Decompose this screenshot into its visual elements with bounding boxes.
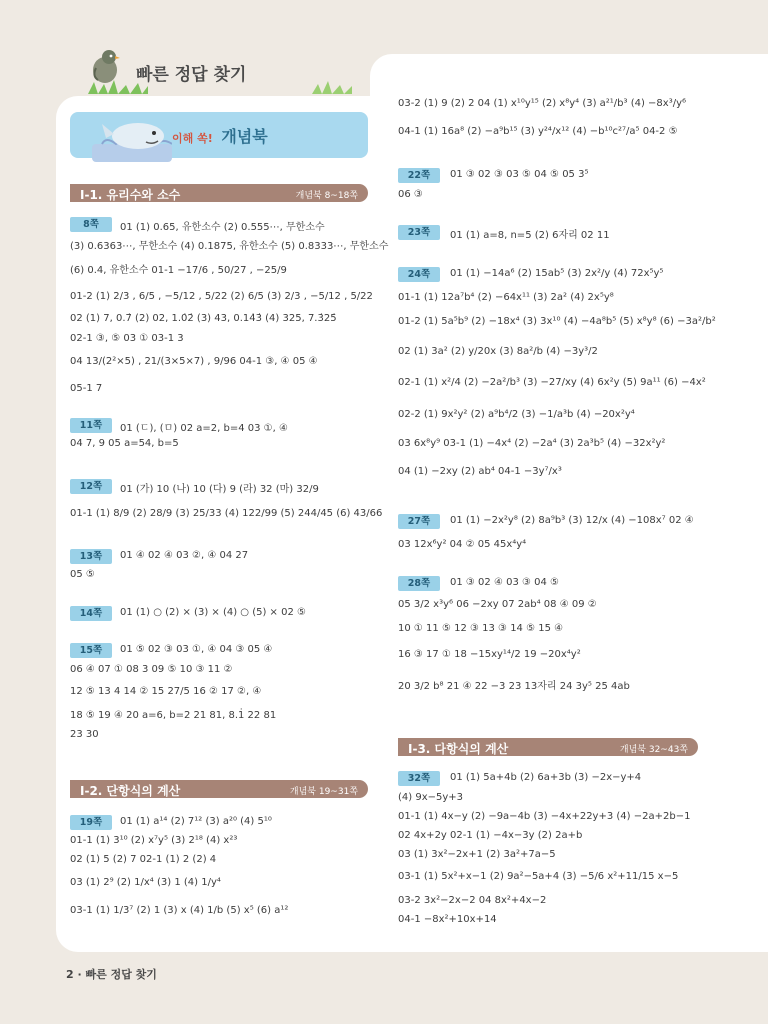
page-tag: 24쪽 bbox=[398, 267, 440, 282]
grass-icon bbox=[312, 80, 352, 94]
answer-line: 01-1 (1) 3¹⁰ (2) x⁷y⁵ (3) 2¹⁸ (4) x²³ bbox=[70, 835, 238, 846]
answer-line: 01 (1) a¹⁴ (2) 7¹² (3) a²⁰ (4) 5¹⁰ bbox=[120, 816, 272, 827]
answer-line: 04-1 −8x²+10x+14 bbox=[398, 914, 497, 925]
page-tag: 28쪽 bbox=[398, 576, 440, 591]
answer-line: 16 ③ 17 ① 18 −15xy¹⁴/2 19 −20x⁴y² bbox=[398, 649, 581, 660]
answer-line: 02 4x+2y 02-1 (1) −4x−3y (2) 2a+b bbox=[398, 830, 583, 841]
section-title: Ⅰ-3. 다항식의 계산 bbox=[408, 742, 509, 756]
answer-line: 03-2 3x²−2x−2 04 8x²+4x−2 bbox=[398, 895, 547, 906]
answer-line: 02 (1) 3a² (2) y/20x (3) 8a²/b (4) −3y³/2 bbox=[398, 346, 598, 357]
answer-line: 03 6x⁸y⁹ 03-1 (1) −4x⁴ (2) −2a⁴ (3) 2a³b⁵ (4) −32x²y² bbox=[398, 438, 666, 449]
answer-line: 03-1 (1) 5x²+x−1 (2) 9a²−5a+4 (3) −5/6 x²+11/15 x−5 bbox=[398, 871, 679, 882]
answer-line: 03 12x⁶y² 04 ② 05 45x⁴y⁴ bbox=[398, 539, 527, 550]
page-tag: 32쪽 bbox=[398, 771, 440, 786]
answer-line: 02-2 (1) 9x²y² (2) a⁹b⁴/2 (3) −1/a³b (4) −20x²y⁴ bbox=[398, 409, 635, 420]
answer-line: 01-1 (1) 4x−y (2) −9a−4b (3) −4x+22y+3 (4) −2a+2b−1 bbox=[398, 811, 691, 822]
answer-line: 06 ④ 07 ① 08 3 09 ⑤ 10 ③ 11 ② bbox=[70, 664, 233, 675]
answer-line: 05-1 7 bbox=[70, 383, 103, 394]
answer-line: 05 ⑤ bbox=[70, 569, 95, 580]
answer-line: 02-1 (1) x²/4 (2) −2a²/b³ (3) −27/xy (4) 6x²y (5) 9a¹¹ (6) −4x² bbox=[398, 377, 706, 388]
whale-icon bbox=[92, 114, 172, 162]
answer-line: 01 (1) −2x²y⁸ (2) 8a⁹b³ (3) 12/x (4) −108x⁷ 02 ④ bbox=[450, 515, 694, 526]
page-tag: 8쪽 bbox=[70, 217, 112, 232]
grass-icon bbox=[88, 80, 148, 94]
page-tag: 22쪽 bbox=[398, 168, 440, 183]
page-footer: 2 · 빠른 정답 찾기 bbox=[66, 968, 157, 981]
section-header bbox=[70, 780, 368, 798]
answer-line: 01 (1) 0.65, 유한소수 (2) 0.555⋯, 무한소수 bbox=[120, 222, 325, 233]
answer-line: 01-1 (1) 8/9 (2) 28/9 (3) 25/33 (4) 122/99 (5) 244/45 (6) 43/66 bbox=[70, 508, 383, 519]
answer-line: 04-1 (1) 16a⁸ (2) −a⁹b¹⁵ (3) y²⁴/x¹² (4) −b¹⁰c²⁷/a⁵ 04-2 ⑤ bbox=[398, 126, 678, 137]
answer-line: 23 30 bbox=[70, 729, 99, 740]
section-pages: 개념북 8~18쪽 bbox=[295, 191, 358, 201]
answer-line: 10 ① 11 ⑤ 12 ③ 13 ③ 14 ⑤ 15 ④ bbox=[398, 623, 564, 634]
answer-line: 02 (1) 7, 0.7̇ (2) 02, 1.0̇2̇ (3) 43, 0.14̇3̇ (4) 325, 7.3̇25̇ bbox=[70, 313, 337, 324]
answer-line: 01 (가) 10 (나) 10 (다) 9 (라) 32 (마) 32/9 bbox=[120, 484, 319, 495]
page-tag: 13쪽 bbox=[70, 549, 112, 564]
answer-line: 02-1 ③, ⑤ 03 ① 03-1 3 bbox=[70, 333, 184, 344]
answer-line: 03 (1) 2⁹ (2) 1/x⁴ (3) 1 (4) 1/y⁴ bbox=[70, 877, 221, 888]
section-header bbox=[398, 738, 698, 756]
page-tag: 14쪽 bbox=[70, 606, 112, 621]
section-title: Ⅰ-2. 단항식의 계산 bbox=[80, 784, 181, 798]
answer-line: 01 (1) ○ (2) × (3) × (4) ○ (5) × 02 ⑤ bbox=[120, 607, 306, 618]
answer-line: 06 ③ bbox=[398, 189, 423, 200]
answer-line: 01 ③ 02 ③ 03 ⑤ 04 ⑤ 05 3⁵ bbox=[450, 169, 589, 180]
answer-line: 01 (1) a=8, n=5 (2) 6자리 02 11 bbox=[450, 230, 610, 241]
answer-line: 05 3/2 x³y⁶ 06 −2xy 07 2ab⁴ 08 ④ 09 ② bbox=[398, 599, 597, 610]
answer-line: 01-2 (1) 2/3 , 6/5 , −5/12 , 5/22 (2) 6/5 (3) 2/3 , −5/12 , 5/22 bbox=[70, 291, 373, 302]
page-tag: 11쪽 bbox=[70, 418, 112, 433]
page-tag: 27쪽 bbox=[398, 514, 440, 529]
answer-line: 18 ⑤ 19 ④ 20 a=6, b=2 21 81, 8.1̇ 22 81 bbox=[70, 710, 277, 721]
answer-line: (4) 9x−5y+3 bbox=[398, 792, 464, 803]
answer-line: 01 (1) 5a+4b (2) 6a+3b (3) −2x−y+4 bbox=[450, 772, 642, 783]
answer-line: 02 (1) 5 (2) 7 02-1 (1) 2 (2) 4 bbox=[70, 854, 217, 865]
book-title-small: 이해 쏙! bbox=[172, 132, 213, 145]
page-tag: 15쪽 bbox=[70, 643, 112, 658]
page-title: 빠른 정답 찾기 bbox=[136, 65, 247, 85]
page-tag: 23쪽 bbox=[398, 225, 440, 240]
answer-line: 01 ③ 02 ④ 03 ③ 04 ⑤ bbox=[450, 577, 560, 588]
answer-line: 20 3/2 b⁸ 21 ④ 22 −3 23 13자리 24 3y⁵ 25 4ab bbox=[398, 681, 630, 692]
answer-line: 01 (1) −14a⁶ (2) 15ab⁵ (3) 2x²/y (4) 72x⁵y⁵ bbox=[450, 268, 664, 279]
answer-line: 01-2 (1) 5a⁵b⁹ (2) −18x⁴ (3) 3x¹⁰ (4) −4a⁸b⁵ (5) x⁸y⁸ (6) −3a²/b² bbox=[398, 316, 716, 327]
answer-line: 04 (1) −2xy (2) ab⁴ 04-1 −3y⁷/x³ bbox=[398, 466, 562, 477]
page-tag: 19쪽 bbox=[70, 815, 112, 830]
answer-line: 04 7, 9 05 a=54, b=5 bbox=[70, 438, 179, 449]
section-header bbox=[70, 184, 368, 202]
answer-line: 01 ④ 02 ④ 03 ②, ④ 04 27 bbox=[120, 550, 249, 561]
answer-line: (3) 0.6363⋯, 무한소수 (4) 0.1875, 유한소수 (5) 0.8333⋯, 무한소수 bbox=[70, 241, 389, 252]
answer-line: 01 ⑤ 02 ③ 03 ①, ④ 04 ③ 05 ④ bbox=[120, 644, 273, 655]
answer-line: (6) 0.4, 유한소수 01-1 −17/6 , 50/27 , −25/9 bbox=[70, 265, 287, 276]
book-title-main: 개념북 bbox=[221, 127, 268, 146]
answer-line: 12 ⑤ 13 4 14 ② 15 27/5 16 ② 17 ②, ④ bbox=[70, 686, 262, 697]
answer-line: 03-2 (1) 9 (2) 2 04 (1) x¹⁰y¹⁵ (2) x⁸y⁴ (3) a²¹/b³ (4) −8x³/y⁶ bbox=[398, 98, 687, 109]
answer-line: 01-1 (1) 12a⁷b⁴ (2) −64x¹¹ (3) 2a² (4) 2x⁵y⁸ bbox=[398, 292, 614, 303]
book-title bbox=[172, 124, 268, 147]
answer-line: 03-1 (1) 1/3⁷ (2) 1 (3) x (4) 1/b (5) x⁵ (6) a¹² bbox=[70, 905, 289, 916]
section-title: Ⅰ-1. 유리수와 소수 bbox=[80, 188, 181, 202]
answer-line: 03 (1) 3x²−2x+1 (2) 3a²+7a−5 bbox=[398, 849, 556, 860]
answer-line: 01 (ㄷ), (ㅁ) 02 a=2, b=4 03 ①, ④ bbox=[120, 423, 288, 434]
page-tag: 12쪽 bbox=[70, 479, 112, 494]
section-pages: 개념북 32~43쪽 bbox=[619, 745, 688, 755]
section-pages: 개념북 19~31쪽 bbox=[289, 787, 358, 797]
answer-line: 04 13/(2²×5) , 21/(3×5×7) , 9/96 04-1 ③, ④ 05 ④ bbox=[70, 356, 318, 367]
